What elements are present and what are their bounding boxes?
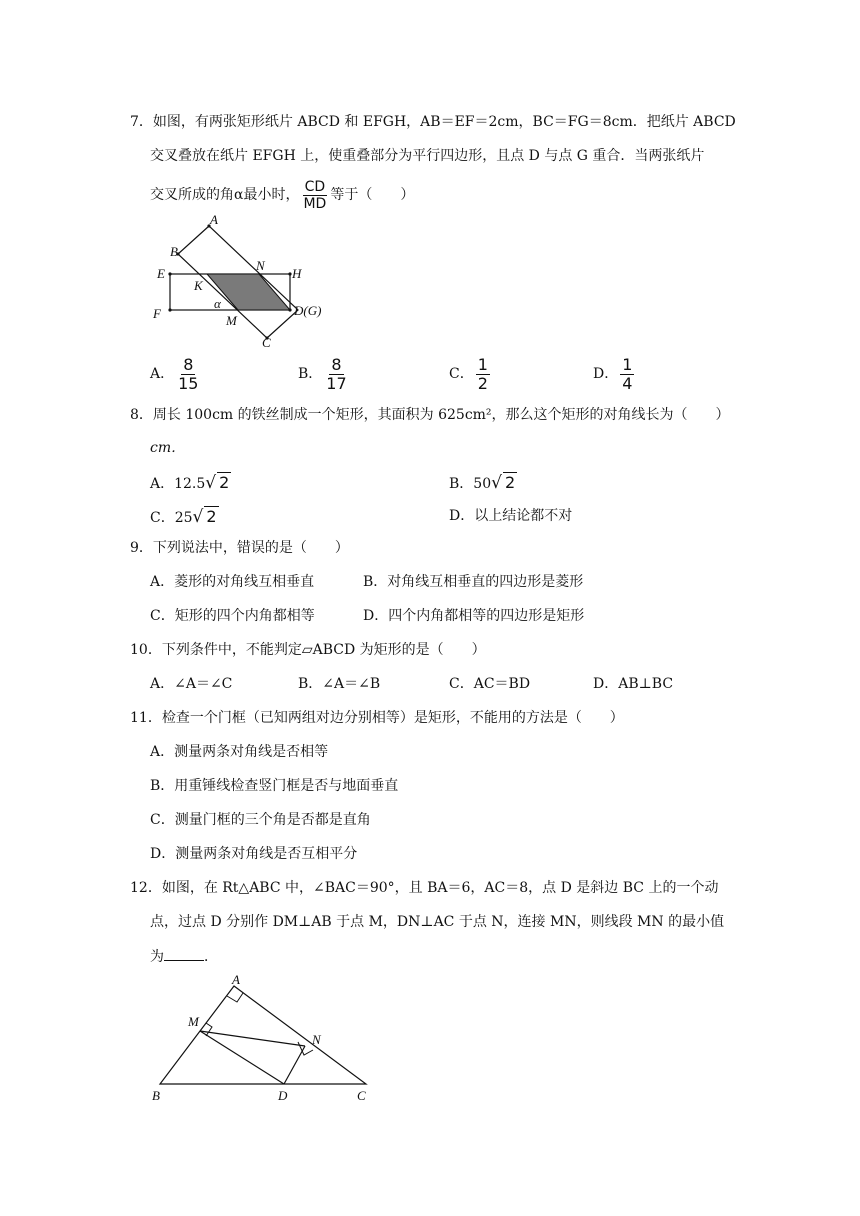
q9-option-b[interactable]: B．对角线互相垂直的四边形是菱形: [363, 574, 584, 590]
q7-line3: [150, 176, 414, 214]
q7-option-a-num: 8: [183, 354, 194, 374]
q12-line2: 点，过点 D 分别作 DM⊥AB 于点 M，DN⊥AC 于点 N，连接 MN，则线段 MN 的最小值: [150, 914, 725, 930]
q7-label-e: E: [157, 266, 165, 281]
q10-stem: 10．下列条件中，不能判定▱ABCD 为矩形的是（ ）: [130, 642, 486, 658]
q7-option-b-frac: [324, 356, 348, 393]
q8-option-b-text: B．50: [449, 476, 492, 492]
q8-option-c-text: C．25: [150, 510, 193, 526]
q11-option-b[interactable]: B．用重锤线检查竖门框是否与地面垂直: [150, 778, 399, 794]
q10-option-b[interactable]: B．∠A＝∠B: [298, 676, 381, 692]
q8-line1: 8．周长 100cm 的铁丝制成一个矩形，其面积为 625cm²，那么这个矩形的对角线长为（ ）: [130, 407, 730, 423]
q7-option-c[interactable]: [449, 354, 492, 394]
q10-option-a[interactable]: A．∠A＝∠C: [150, 676, 233, 692]
q7-label-m: M: [226, 313, 237, 328]
q7-option-b-den: 17: [326, 373, 347, 393]
q9-option-a[interactable]: A．菱形的对角线互相垂直: [150, 574, 315, 590]
radical-icon: √: [491, 473, 502, 493]
q7-option-a-den: 15: [178, 373, 199, 393]
q7-option-c-frac: [476, 356, 490, 393]
q7-label-alpha: α: [214, 296, 221, 311]
q8-option-c[interactable]: [150, 506, 219, 528]
q8-option-b[interactable]: [449, 472, 517, 494]
q7-label-h: H: [292, 266, 302, 281]
q7-label-n: N: [256, 258, 265, 273]
q7-fraction: [301, 179, 328, 212]
q12-segment-dn: [284, 1046, 305, 1084]
q7-point-f: [168, 308, 171, 311]
q12-segment-dm: [200, 1031, 284, 1084]
q7-point-d: [288, 308, 291, 311]
radical-icon: √: [192, 507, 204, 527]
q9-option-d[interactable]: D．四个内角都相等的四边形是矩形: [363, 608, 585, 624]
q7-point-e: [168, 272, 171, 275]
q8-option-a[interactable]: [150, 472, 231, 494]
answer-blank[interactable]: [164, 946, 204, 961]
q12-right-angle-m-icon: [206, 1023, 212, 1036]
q7-option-a-frac: [176, 356, 200, 393]
q12-line3: [150, 946, 218, 967]
q7-label-b: B: [170, 244, 178, 259]
q7-option-a-letter: A．: [150, 366, 175, 382]
q7-frac-num: CD: [304, 178, 326, 195]
q12-right-angle-a-icon: [227, 993, 243, 1002]
q7-option-a[interactable]: [150, 354, 202, 394]
q7-option-d-frac: [620, 356, 634, 393]
q7-option-d[interactable]: [593, 354, 636, 394]
q7-option-c-num: 1: [477, 354, 488, 374]
q11-option-d[interactable]: D．测量两条对角线是否互相平分: [150, 846, 358, 862]
q7-option-d-letter: D．: [593, 366, 619, 382]
q7-option-c-letter: C．: [449, 366, 474, 382]
q12-label-m: M: [188, 1014, 199, 1029]
q8-option-b-radicand: 2: [504, 473, 516, 492]
q12-triangle-abc: [160, 986, 366, 1084]
q11-option-c[interactable]: C．测量门框的三个角是否都是直角: [150, 812, 371, 828]
q7-figure: [150, 212, 340, 352]
q7-option-d-den: 4: [622, 373, 633, 393]
q11-stem: 11．检查一个门框（已知两组对边分别相等）是矩形，不能用的方法是（ ）: [130, 710, 624, 726]
q7-option-d-num: 1: [622, 354, 633, 374]
q7-label-k: K: [194, 278, 203, 293]
q12-segment-mn: [200, 1031, 305, 1046]
q7-option-b-num: 8: [331, 354, 342, 374]
q12-figure: [148, 970, 378, 1106]
q12-label-a: A: [232, 972, 240, 987]
q12-line1: 12．如图，在 Rt△ABC 中，∠BAC＝90°，且 BA＝6，AC＝8，点 D 是斜边 BC 上的一个动: [130, 880, 719, 896]
q7-label-f: F: [153, 306, 161, 321]
q9-option-c[interactable]: C．矩形的四个内角都相等: [150, 608, 315, 624]
q12-right-angle-n-icon: [298, 1042, 313, 1055]
q10-option-d[interactable]: D．AB⊥BC: [593, 676, 674, 692]
q7-label-a: A: [210, 212, 218, 227]
q10-option-c[interactable]: C．AC＝BD: [449, 676, 531, 692]
q12-label-b: B: [152, 1088, 160, 1103]
q7-option-b[interactable]: [298, 354, 351, 394]
q8-option-a-radicand: 2: [219, 473, 230, 492]
q12-label-d: D: [278, 1088, 288, 1103]
q8-option-d[interactable]: D．以上结论都不对: [449, 508, 573, 524]
q8-option-a-text: A．12.5: [150, 476, 206, 492]
q11-option-a[interactable]: A．测量两条对角线是否相等: [150, 744, 329, 760]
radical-icon: √: [205, 473, 217, 493]
q8-line2: cm．: [150, 440, 186, 456]
q9-stem: 9．下列说法中，错误的是（ ）: [130, 540, 349, 556]
q12-label-n: N: [312, 1032, 321, 1047]
q12-label-c: C: [357, 1088, 366, 1103]
q8-option-c-radicand: 2: [206, 507, 217, 526]
q7-option-c-den: 2: [477, 373, 488, 393]
q7-label-c: C: [262, 335, 271, 350]
q7-option-b-letter: B．: [298, 366, 323, 382]
q7-frac-den: MD: [303, 195, 327, 212]
q7-line2: 交叉叠放在纸片 EFGH 上，使重叠部分为平行四边形，且点 D 与点 G 重合．当两张纸片: [150, 148, 705, 164]
q7-line1: 7．如图，有两张矩形纸片 ABCD 和 EFGH，AB＝EF＝2cm，BC＝FG＝8cm．把纸片 ABCD: [130, 114, 736, 130]
q7-line3-pre: 交叉所成的角α最小时，: [150, 187, 300, 203]
q12-line3-end: ．: [204, 949, 218, 965]
q7-line3-post: 等于（ ）: [330, 187, 415, 203]
q12-line3-text: 为: [150, 949, 164, 965]
q7-label-dg: D(G): [294, 303, 322, 318]
